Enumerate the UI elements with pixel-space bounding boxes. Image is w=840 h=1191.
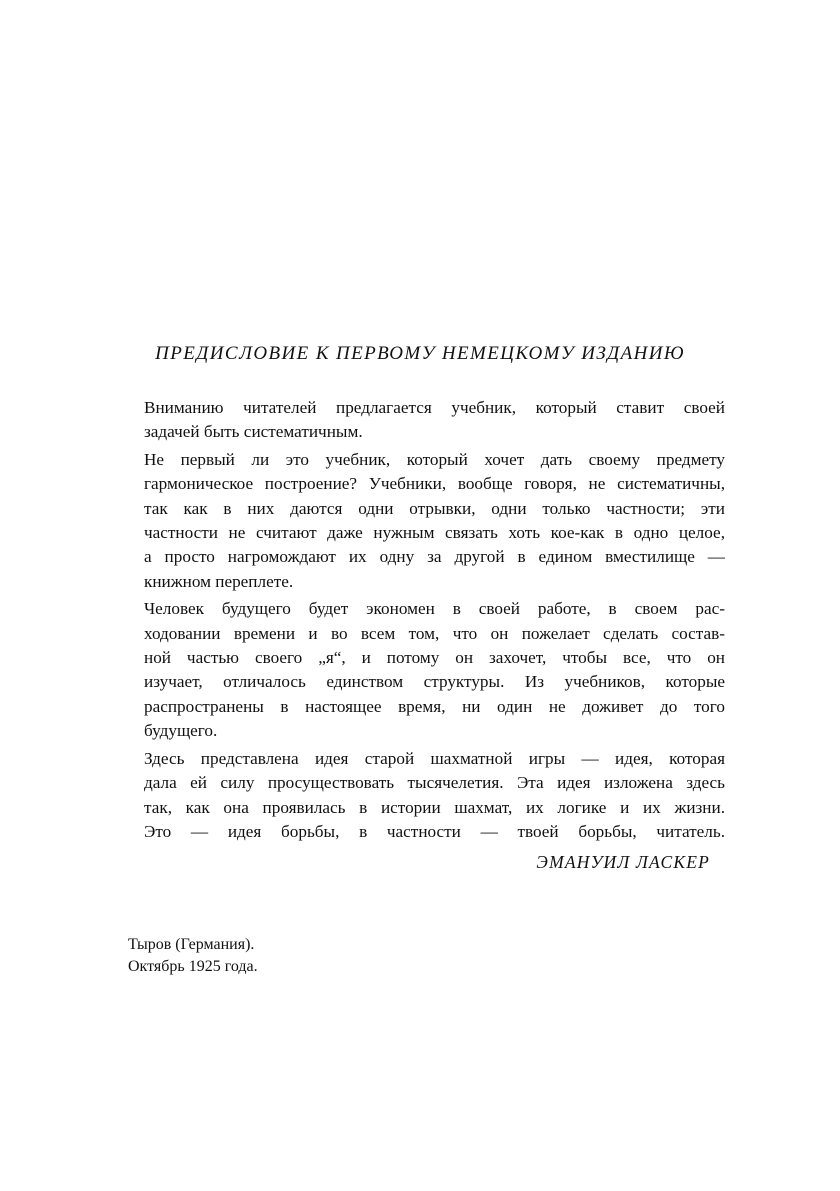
text-line: Здесь представлена идея старой шахматной игры — идея, которая xyxy=(144,748,725,768)
text-line: Это — идея борьбы, в частности — твоей борьбы, читатель. xyxy=(144,821,725,841)
place-line: Тыров (Германия). xyxy=(128,936,255,953)
text-line: задачей быть систематичным. xyxy=(144,422,363,442)
text-line: Человек будущего будет экономен в своей работе, в своем рас- xyxy=(144,599,725,619)
text-line: изучает, отличалось единством структуры. Из учебников, которые xyxy=(144,672,725,692)
text-line: а просто нагромождают их одну за другой в едином вместилище — xyxy=(144,547,725,567)
paragraph-3 xyxy=(110,597,725,743)
page-title: ПРЕДИСЛОВИЕ К ПЕРВОМУ НЕМЕЦКОМУ ИЗДАНИЮ xyxy=(155,343,685,364)
text-line: Вниманию читателей предлагается учебник, который ставит своей xyxy=(144,398,725,417)
place-and-date xyxy=(128,934,258,978)
text-line: частности не считают даже нужным связать хоть кое-как в одно целое, xyxy=(144,523,725,543)
text-line: ходовании времени и во всем том, что он пожелает сделать состав- xyxy=(144,623,725,643)
text-line: Не первый ли это учебник, который хочет дать своему предмету xyxy=(144,449,725,469)
paragraph-2 xyxy=(110,448,725,594)
text-line: будущего. xyxy=(144,721,218,741)
author-signature: ЭМАНУИЛ ЛАСКЕР xyxy=(536,852,710,872)
text-line: так как в них даются одни отрывки, одни только частности; эти xyxy=(144,498,725,518)
date-line: Октябрь 1925 года. xyxy=(128,958,258,975)
text-line: так, как она проявилась в истории шахмат, их логике и их жизни. xyxy=(144,797,725,817)
paragraph-1 xyxy=(110,396,725,445)
text-line: распространены в настоящее время, ни один не доживет до того xyxy=(144,696,725,716)
text-line: книжном переплете. xyxy=(144,571,294,591)
text-line: дала ей силу просуществовать тысячелетия. Эта идея изложена здесь xyxy=(144,773,725,793)
text-line: гармоническое построение? Учебники, вообще говоря, не систематичны, xyxy=(144,474,725,494)
paragraph-4 xyxy=(110,747,725,845)
preface-body xyxy=(110,396,725,847)
text-line: ной частью своего „я“, и потому он захочет, чтобы все, что он xyxy=(144,648,725,668)
